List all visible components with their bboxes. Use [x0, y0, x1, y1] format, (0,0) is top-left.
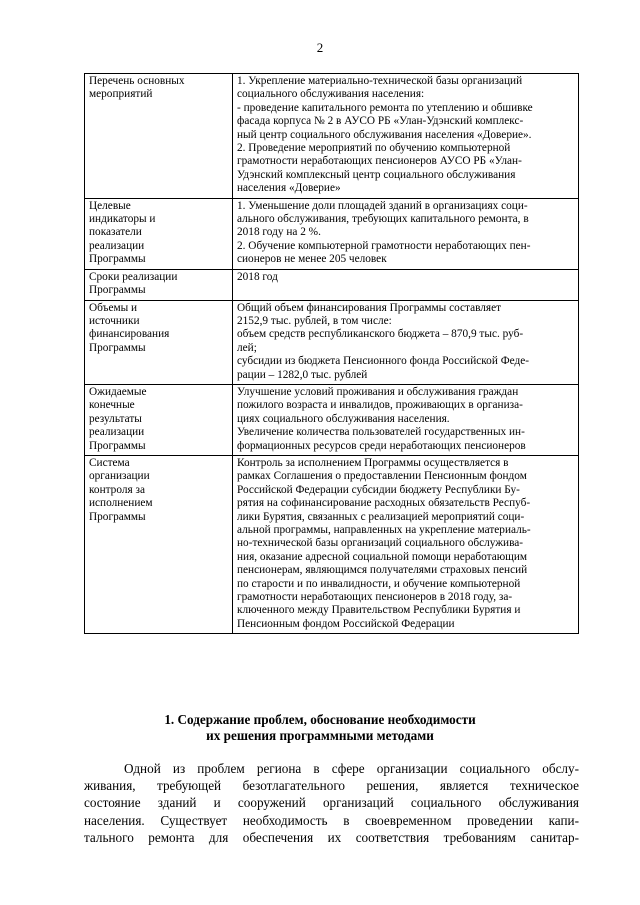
section-paragraph [84, 760, 579, 846]
row-label-line: Программы [89, 510, 146, 523]
row-content-line: Контроль за исполнением Программы осуществляется в [237, 456, 509, 469]
row-label-line: финансирования [89, 328, 170, 341]
row-label-line: Программы [89, 439, 146, 452]
table-row [85, 198, 579, 269]
program-passport-table [84, 73, 579, 634]
row-content-line: 2. Проведение мероприятий по обучению компьютерной [237, 142, 511, 155]
row-label-line: Целевые [89, 199, 131, 212]
row-label-line: Программы [89, 341, 146, 354]
row-content-cell [233, 269, 579, 300]
row-label-line: мероприятий [89, 88, 153, 101]
table-row [85, 300, 579, 384]
row-content-line: Увеличение количества пользователей государственных ин- [237, 426, 525, 439]
row-content-line: но-технической базы организаций социального обслужива- [237, 537, 524, 550]
row-label-line: результаты [89, 412, 142, 425]
row-label-line: контроля за [89, 483, 145, 496]
row-label-cell [85, 300, 233, 384]
row-content-line: фасада корпуса № 2 в АУСО РБ «Улан-Удэнский комплекс- [237, 115, 524, 128]
section-heading-line-1: 1. Содержание проблем, обоснование необходимости [164, 712, 476, 727]
row-content-line: Улучшение условий проживания и обслуживания граждан [237, 385, 519, 398]
row-content-line: сионеров не менее 205 человек [237, 253, 387, 266]
row-content-line: 2018 год [237, 270, 278, 283]
row-content-line: 2152,9 тыс. рублей, в том числе: [237, 314, 392, 327]
row-label-line: организации [89, 470, 150, 483]
row-content-line: 2018 году на 2 %. [237, 226, 321, 239]
row-content-line: рятия на софинансирование расходных обязательств Респуб- [237, 497, 531, 510]
row-content-line: пожилого возраста и инвалидов, проживающих в организа- [237, 399, 523, 412]
row-label-line: Ожидаемые [89, 385, 147, 398]
row-content-line: ный центр социального обслуживания населения «Доверие». [237, 128, 532, 141]
row-label-line: Система [89, 456, 130, 469]
paragraph-line: состояние зданий и сооружений организаций социального обслуживания [84, 795, 579, 811]
row-label-line: Перечень основных [89, 75, 185, 87]
row-content-cell [233, 198, 579, 269]
row-content-line: по старости и по инвалидности, и обучение компьютерной [237, 577, 521, 590]
row-content-line: 2. Обучение компьютерной грамотности неработающих пен- [237, 239, 531, 252]
table-row [85, 384, 579, 455]
row-label-line: Программы [89, 253, 146, 266]
paragraph-line: Одной из проблем региона в сфере организации социального обслу- [124, 761, 579, 776]
row-content-line: населения «Доверие» [237, 182, 341, 195]
paragraph-line: населения. Существует необходимость в своевременном проведении капи- [84, 812, 579, 828]
table-row [85, 74, 579, 199]
row-content-line: ального обслуживания, требующих капитального ремонта, в [237, 213, 529, 226]
row-label-line: Программы [89, 284, 146, 297]
row-content-line: субсидии из бюджета Пенсионного фонда Российской Феде- [237, 355, 530, 368]
row-label-line: индикаторы и [89, 213, 156, 226]
row-label-line: конечные [89, 399, 135, 412]
row-content-line: Общий объем финансирования Программы составляет [237, 301, 502, 314]
row-label-cell [85, 74, 233, 199]
paragraph-line: живания, требующей безотлагательного решения, является техническое [84, 778, 579, 794]
row-content-line: рамках Соглашения о предоставлении Пенсионным фондом [237, 470, 527, 483]
row-content-line: ния, оказание адресной социальной помощи неработающим [237, 550, 528, 563]
row-content-cell [233, 384, 579, 455]
row-label-line: реализации [89, 426, 145, 439]
row-label-cell [85, 384, 233, 455]
row-content-cell [233, 300, 579, 384]
paragraph-line: тального ремонта для обеспечения их соответствия требованиям санитар- [84, 829, 579, 845]
row-content-line: 1. Укрепление материально-технической базы организаций [237, 75, 523, 87]
row-content-line: рации – 1282,0 тыс. рублей [237, 368, 368, 381]
row-content-line: - проведение капитального ремонта по утеплению и обшивке [237, 101, 533, 114]
row-content-line: пенсионерам, являющимся получателями страховых пенсий [237, 564, 528, 577]
row-label-cell [85, 198, 233, 269]
row-label-line: показатели [89, 226, 142, 239]
row-label-cell [85, 455, 233, 633]
row-content-line: лики Бурятия, связанных с реализацией мероприятий соци- [237, 510, 525, 523]
row-label-line: исполнением [89, 497, 153, 510]
row-content-line: Удэнский комплексный центр социального обслуживания [237, 168, 516, 181]
row-content-cell [233, 455, 579, 633]
section-heading [0, 712, 640, 744]
row-content-line: 1. Уменьшение доли площадей зданий в организациях соци- [237, 199, 528, 212]
row-content-cell [233, 74, 579, 199]
row-content-line: Российской Федерации субсидии бюджету Республики Бу- [237, 483, 520, 496]
row-content-line: грамотности неработающих пенсионеров в 2018 году, за- [237, 591, 513, 604]
row-label-cell [85, 269, 233, 300]
row-content-line: объем средств республиканского бюджета – 870,9 тыс. руб- [237, 328, 524, 341]
row-content-line: циях социального обслуживания населения. [237, 412, 450, 425]
table-row [85, 455, 579, 633]
row-content-line: лей; [237, 341, 257, 354]
row-label-line: Объемы и [89, 301, 138, 314]
section-heading-line-2: их решения программными методами [206, 728, 434, 743]
row-content-line: Пенсионным фондом Российской Федерации [237, 617, 455, 630]
row-label-line: источники [89, 314, 140, 327]
row-label-line: реализации [89, 239, 145, 252]
row-label-line: Сроки реализации [89, 270, 178, 283]
table-row [85, 269, 579, 300]
row-content-line: ключенного между Правительством Республики Бурятия и [237, 604, 521, 617]
row-content-line: альной программы, направленных на укрепление материаль- [237, 524, 531, 536]
row-content-line: социального обслуживания населения: [237, 88, 425, 101]
row-content-line: формационных ресурсов среди неработающих пенсионеров [237, 439, 526, 452]
page-number: 2 [316, 40, 324, 55]
row-content-line: грамотности неработающих пенсионеров АУСО РБ «Улан- [237, 155, 522, 168]
